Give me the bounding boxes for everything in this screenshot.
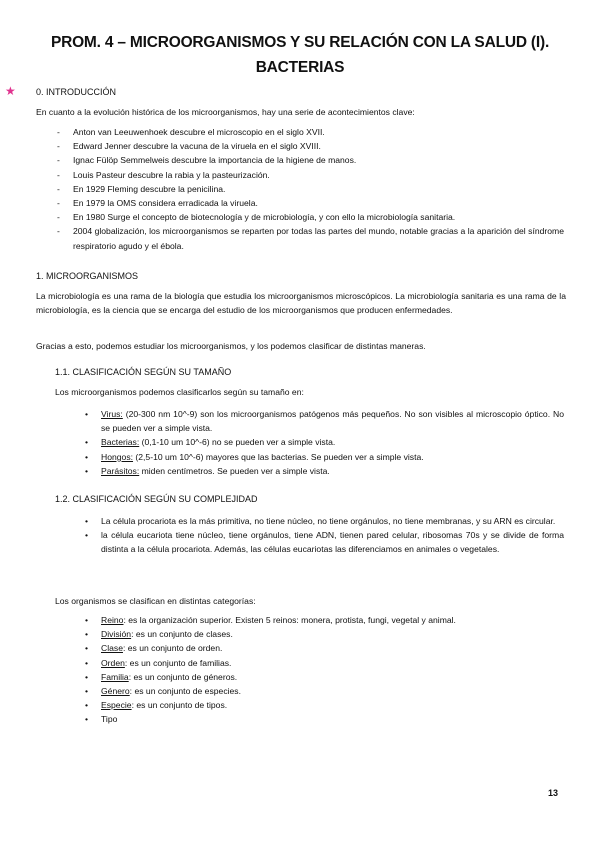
bullet-icon: • bbox=[85, 451, 89, 462]
list-item: • Especie: es un conjunto de tipos. bbox=[101, 698, 564, 712]
list-item: • División: es un conjunto de clases. bbox=[101, 627, 564, 641]
list-item: - Ignac Fülöp Semmelweis descubre la importancia de la higiene de manos. bbox=[73, 153, 564, 167]
list-item: • Tipo bbox=[101, 712, 564, 726]
bullet-icon: • bbox=[85, 530, 89, 541]
list-item: - En 1980 Surge el concepto de biotecnología y de microbiología, y con ello la microbiología sanitaria. bbox=[73, 210, 564, 224]
bullet-icon: • bbox=[85, 700, 89, 711]
list-item: • Género: es un conjunto de especies. bbox=[101, 684, 564, 698]
list-item: - 2004 globalización, los microorganismos se reparten por todas las partes del mundo, notable gracias a la aparición del síndrome respiratorio agudo y el ébola. bbox=[57, 226, 564, 251]
list-item: - En 1929 Fleming descubre la penicilina. bbox=[73, 182, 564, 196]
bullet-icon: • bbox=[85, 629, 89, 640]
bullet-icon: • bbox=[85, 643, 89, 654]
page-title bbox=[40, 30, 560, 80]
list-item: • Parásitos: miden centímetros. Se pueden ver a simple vista. bbox=[101, 464, 564, 478]
list-item: • Bacterias: (0,1-10 um 10^-6) no se pueden ver a simple vista. bbox=[101, 435, 564, 449]
bullet-icon: • bbox=[85, 516, 89, 526]
list-item: • la célula eucariota tiene núcleo, tiene orgánulos, tiene ADN, tienen pared celular, ribosomas 70s y se divide de forma distinta a la célula procariota. Además, las células eucariotas las diferenciamos en animales o vegetales. bbox=[85, 530, 564, 555]
list-item: - En 1979 la OMS considera erradicada la viruela. bbox=[73, 196, 564, 210]
bullet-icon: - bbox=[57, 212, 60, 223]
list-item: • Familia: es un conjunto de géneros. bbox=[101, 670, 564, 684]
bullet-icon: • bbox=[85, 615, 89, 625]
list-item: • Hongos: (2,5-10 um 10^-6) mayores que las bacterias. Se pueden ver a simple vista. bbox=[101, 450, 564, 464]
bullet-icon: - bbox=[57, 155, 60, 166]
bullet-icon: • bbox=[85, 437, 89, 448]
list-item: • Clase: es un conjunto de orden. bbox=[101, 641, 564, 655]
section-heading-microorganismos: 1. MICROORGANISMOS bbox=[36, 271, 139, 281]
complexity-list bbox=[85, 514, 564, 557]
size-list bbox=[85, 407, 564, 478]
bullet-icon: - bbox=[57, 183, 60, 194]
section-heading-complejidad: 1.2. CLASIFICACIÓN SEGÚN SU COMPLEJIDAD bbox=[55, 494, 258, 504]
bullet-icon: • bbox=[85, 465, 89, 476]
bullet-icon: - bbox=[57, 141, 60, 152]
size-intro: Los microorganismos podemos clasificarlos según su tamaño en: bbox=[55, 387, 304, 397]
microbiology-paragraph: La microbiología es una rama de la biología que estudia los microorganismos microscópicos. La microbiología sanitaria es una rama de la microbiología, es la ciencia que se encarga del estudio de los microorganismos que producen enfermedades. bbox=[36, 291, 566, 315]
bullet-icon: • bbox=[85, 686, 89, 697]
intro-paragraph: En cuanto a la evolución histórica de los microorganismos, hay una serie de acontecimientos clave: bbox=[36, 107, 415, 117]
categories-intro: Los organismos se clasifican en distintas categorías: bbox=[55, 596, 256, 606]
title-line-2: BACTERIAS bbox=[255, 59, 345, 76]
classification-paragraph: Gracias a esto, podemos estudiar los microorganismos, y los podemos clasificar de distintas maneras. bbox=[36, 341, 426, 351]
star-icon: ★ bbox=[5, 84, 16, 98]
bullet-icon: - bbox=[57, 226, 60, 237]
bullet-icon: • bbox=[85, 657, 89, 668]
categories-list bbox=[85, 613, 564, 727]
list-item: • Reino: es la organización superior. Existen 5 reinos: monera, protista, fungi, vegetal y animal. bbox=[101, 613, 564, 627]
bullet-icon: • bbox=[85, 671, 89, 682]
title-line-1: PROM. 4 – MICROORGANISMOS Y SU RELACIÓN CON LA SALUD (I). bbox=[50, 34, 550, 51]
bullet-icon: • bbox=[85, 409, 89, 419]
list-item: • Orden: es un conjunto de familias. bbox=[101, 656, 564, 670]
section-heading-tamano: 1.1. CLASIFICACIÓN SEGÚN SU TAMAÑO bbox=[55, 367, 232, 377]
history-list bbox=[57, 125, 564, 253]
bullet-icon: - bbox=[57, 198, 60, 209]
bullet-icon: • bbox=[85, 714, 89, 725]
list-item: • Virus: (20-300 nm 10^-9) son los microorganismos patógenos más pequeños. No son visibles al microscopio óptico. No se pueden ver a simple vista. bbox=[85, 409, 564, 434]
list-item: - Anton van Leeuwenhoek descubre el microscopio en el siglo XVII. bbox=[73, 125, 564, 139]
section-heading-introduccion: 0. INTRODUCCIÓN bbox=[36, 87, 117, 97]
list-item: - Louis Pasteur descubre la rabia y la pasteurización. bbox=[73, 168, 564, 182]
list-item: - Edward Jenner descubre la vacuna de la viruela en el siglo XVIII. bbox=[73, 139, 564, 153]
list-item: • La célula procariota es la más primitiva, no tiene núcleo, no tiene orgánulos, no tiene membranas, y su ARN es circular. bbox=[101, 514, 564, 528]
page-number: 13 bbox=[548, 788, 559, 798]
bullet-icon: - bbox=[57, 127, 60, 137]
bullet-icon: - bbox=[57, 169, 60, 180]
